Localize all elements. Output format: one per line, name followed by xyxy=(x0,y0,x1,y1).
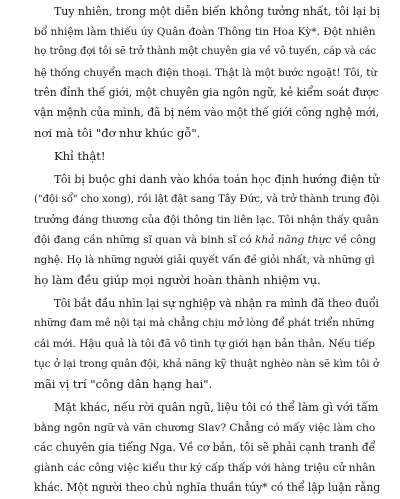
text-line: Mặt khác, nếu rời quân ngũ, liệu tôi có thể làm gì với tấm xyxy=(54,400,379,414)
text-line: ("đội sổ" cho xong), rồi lật đật sang Tây Đức, và trở thành trung đội xyxy=(34,193,380,205)
text-line: trưởng đáng thương của đội thông tin liên lạc. Tôi nhận thấy quân xyxy=(34,213,379,226)
text-line: trên đỉnh thế giới, một chuyên gia ngôn ngữ, kẻ kiểm soát được xyxy=(34,85,379,99)
text-line: các chuyên gia tiếng Nga. Về cơ bản, tôi sẽ phải cạnh tranh để xyxy=(34,440,376,454)
text-line: Tôi bị buộc ghi danh vào khóa toán học định hướng điện tử xyxy=(54,172,380,186)
text-line: khác. Một người theo chủ nghĩa thuần túy* có thể lập luận rằng xyxy=(34,481,381,495)
text-line: những đam mê nội tại mà chẳng chịu mở lòng để phát triển những xyxy=(34,317,375,329)
paragraph-3 xyxy=(34,170,380,291)
text-line: Tuy nhiên, trong một diễn biến không tưởng nhất, tôi lại bị xyxy=(54,5,380,18)
text-line: Khỉ thật! xyxy=(54,149,106,164)
text-line: bằng ngôn ngữ và văn chương Slav? Chẳng có mấy việc làm cho xyxy=(34,421,376,434)
text-line: nơi mà tôi "đơ như khúc gỗ". xyxy=(34,126,201,141)
paragraph-5 xyxy=(34,398,380,499)
text-line: cái mới. Hậu quả là tôi đã vô tình tự giới hạn bản thân. Nếu tiếp xyxy=(34,338,375,350)
text-line: họ trông đợi tôi sẽ trở thành một chuyên gia về vô tuyến, cáp và các xyxy=(34,46,377,58)
text-line: bổ nhiệm làm thiếu úy Quân đoàn Thông tin Hoa Kỳ*. Đột nhiên xyxy=(34,26,376,39)
text-line: hệ thống chuyển mạch điện thoại. Thật là một bước ngoặt! Tôi, từ xyxy=(34,66,377,79)
paragraph-2 xyxy=(34,146,380,166)
text-line: mãi vị trí "công dân hạng hai". xyxy=(34,377,213,392)
text-line: họ làm đều giúp mọi người hoàn thành nhiệm vụ. xyxy=(34,273,321,288)
text-line: Tôi bắt đầu nhìn lại sự nghiệp và nhận ra mình đã theo đuổi xyxy=(54,296,379,310)
text-line: tục ở lại trong quân đội, khả năng kỹ thuật nghèo nàn sẽ kìm tôi ở xyxy=(34,358,380,371)
text-line: nghệ. Họ là những người giải quyết vấn đề giỏi nhất, và những gì xyxy=(34,254,375,267)
text-line: đội đang cần những sĩ quan và binh sĩ có khả năng thực về công xyxy=(34,234,377,247)
paragraph-1 xyxy=(34,2,380,143)
paragraph-4 xyxy=(34,294,380,395)
text-line: giành các công việc kiểu thư ký cấp thấp với hàng triệu cử nhân xyxy=(34,462,376,475)
text-line: vận mệnh của mình, đã bị ném vào một thế giới công nghệ mới, xyxy=(34,105,380,119)
